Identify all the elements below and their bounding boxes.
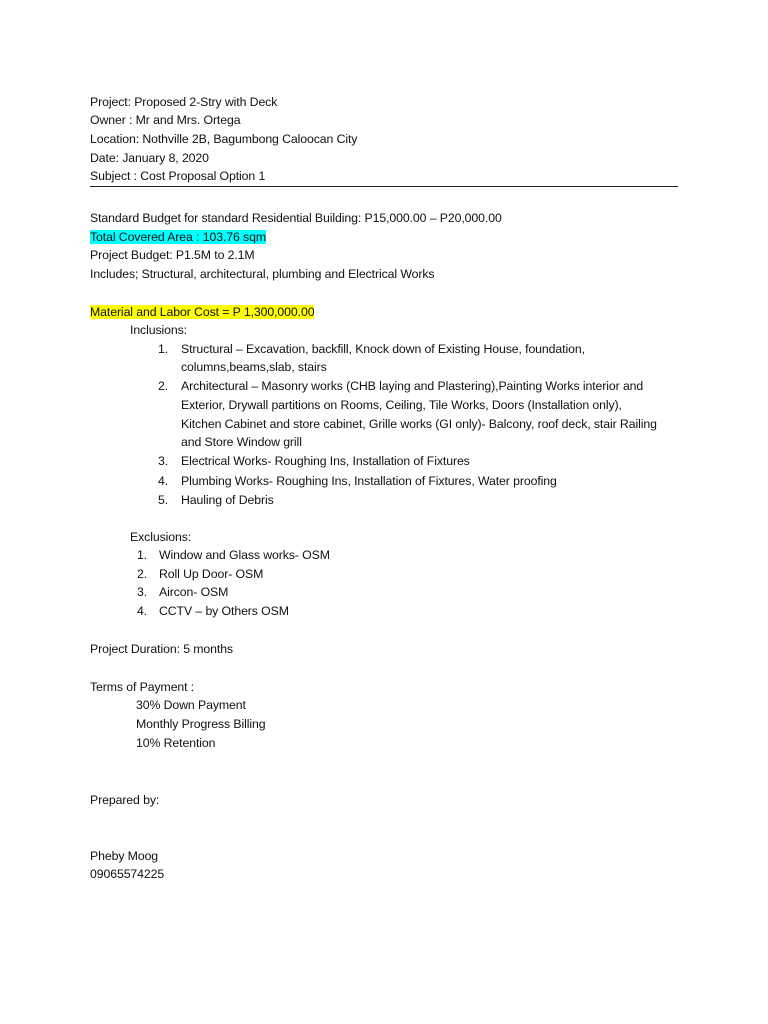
inclusion-number: 4. [158,474,169,488]
payment-item: 30% Down Payment [136,698,246,712]
total-area-line [90,230,266,245]
project-duration-line: Project Duration: 5 months [90,642,233,656]
inclusion-text: Plumbing Works- Roughing Ins, Installation of Fixtures, Water proofing [181,474,557,488]
payment-item: 10% Retention [136,736,216,750]
exclusion-text: Roll Up Door- OSM [159,567,264,581]
inclusion-number: 2. [158,379,169,393]
exclusions-title: Exclusions: [130,530,192,544]
inclusion-text: columns,beams,slab, stairs [181,360,327,374]
exclusion-text: Aircon- OSM [159,585,229,599]
material-labor-highlight: Material and Labor Cost = P 1,300,000.00 [90,305,315,319]
inclusion-text: Kitchen Cabinet and store cabinet, Grille works (GI only)- Balcony, roof deck, stair Railing [181,417,657,431]
standard-budget-line: Standard Budget for standard Residential Building: P15,000.00 – P20,000.00 [90,211,502,225]
inclusion-text: Architectural – Masonry works (CHB laying and Plastering),Painting Works interior and [181,379,644,393]
preparer-name: Pheby Moog [90,849,159,863]
project-budget-line: Project Budget: P1.5M to 2.1M [90,248,255,262]
inclusion-text: Hauling of Debris [181,493,274,507]
exclusion-number: 4. [137,604,148,618]
inclusion-number: 5. [158,493,169,507]
date-line: Date: January 8, 2020 [90,151,209,165]
inclusion-text: Structural – Excavation, backfill, Knock down of Existing House, foundation, [181,342,585,356]
material-labor-line [90,305,314,320]
exclusion-number: 2. [137,567,148,581]
inclusions-title: Inclusions: [130,323,187,337]
project-line: Project: Proposed 2-Stry with Deck [90,95,278,109]
payment-item: Monthly Progress Billing [136,717,266,731]
prepared-by-label: Prepared by: [90,793,160,807]
exclusion-number: 1. [137,548,148,562]
inclusion-number: 3. [158,454,169,468]
owner-line: Owner : Mr and Mrs. Ortega [90,113,241,127]
inclusion-text: Exterior, Drywall partitions on Rooms, Ceiling, Tile Works, Doors (Installation only), [181,398,622,412]
subject-line: Subject : Cost Proposal Option 1 [90,169,266,183]
location-line: Location: Nothville 2B, Bagumbong Caloocan City [90,132,358,146]
inclusion-text: Electrical Works- Roughing Ins, Installation of Fixtures [181,454,470,468]
exclusion-text: CCTV – by Others OSM [159,604,289,618]
includes-line: Includes; Structural, architectural, plumbing and Electrical Works [90,267,435,281]
exclusion-number: 3. [137,585,148,599]
header-divider [90,186,678,187]
inclusion-number: 1. [158,342,169,356]
inclusion-text: and Store Window grill [181,435,302,449]
total-area-highlight: Total Covered Area : 103.76 sqm [90,230,266,244]
exclusion-text: Window and Glass works- OSM [159,548,330,562]
preparer-phone: 09065574225 [90,867,165,881]
payment-title: Terms of Payment : [90,680,195,694]
